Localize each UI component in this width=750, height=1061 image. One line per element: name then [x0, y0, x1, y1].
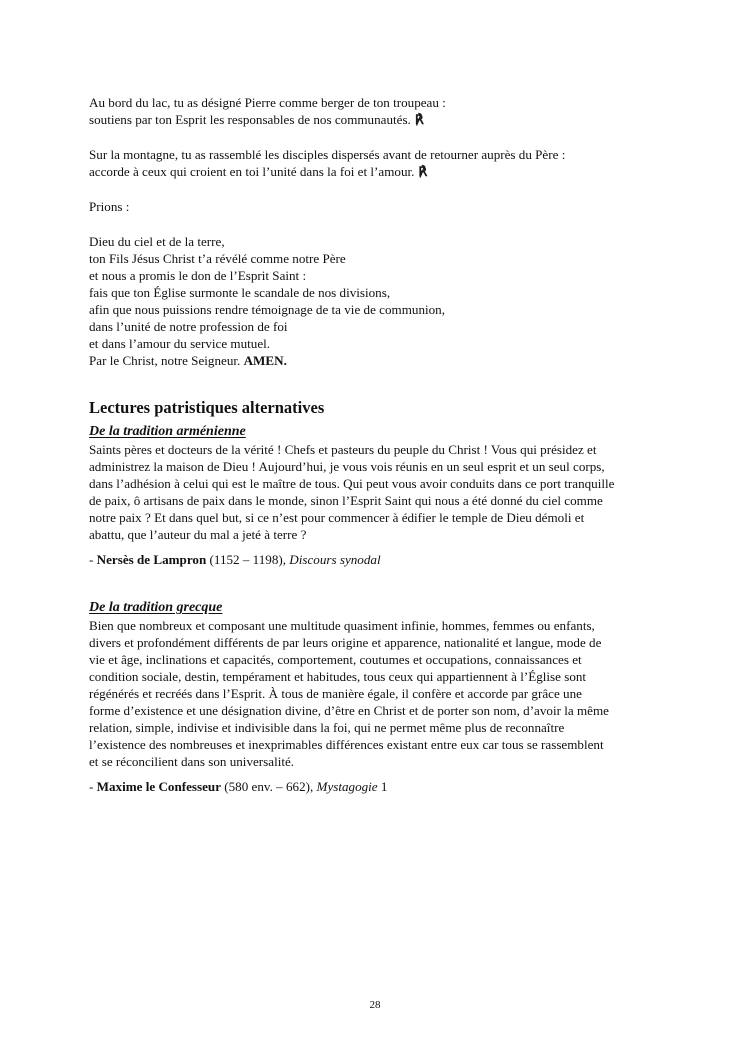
response-symbol: ℟: [418, 164, 428, 179]
closing-prayer: [89, 233, 664, 369]
citation-dates: (580 env. – 662),: [221, 779, 317, 794]
prayer-ending: [89, 352, 664, 369]
page-content: [89, 94, 664, 795]
reading-text: [89, 617, 664, 770]
reading-greek: [89, 598, 664, 795]
intercession-text: soutiens par ton Esprit les responsables de nos communautés.: [89, 112, 411, 127]
citation-author: Nersès de Lampron: [96, 552, 207, 567]
reading-line: forme d’existence et une désignation divine, d’être en Christ et de porter son nom, d’avoir la même: [89, 703, 609, 718]
prions-label: Prions :: [89, 199, 130, 214]
reading-line: administrez la maison de Dieu ! Aujourd’hui, je vous vois réunis en un seul esprit et un seul corps,: [89, 459, 605, 474]
reading-text: [89, 441, 664, 543]
reading-heading: De la tradition grecque: [89, 600, 223, 615]
reading-line: régénérés et recréés dans l’Esprit. À tous de manière égale, il confère et accorde par grâce une: [89, 686, 582, 701]
response-symbol: ℟: [414, 112, 424, 127]
reading-line: condition sociale, destin, tempérament et habitudes, tous ceux qui appartiennent à l’Église sont: [89, 669, 587, 684]
prayer-line: afin que nous puissions rendre témoignage de ta vie de communion,: [89, 302, 445, 317]
reading-line: et se réconcilient dans son universalité.: [89, 754, 295, 769]
reading-line: relation, simple, indivise et indivisible dans la foi, qui ne permet même plus de reconnaître: [89, 720, 565, 735]
amen-text: AMEN.: [243, 353, 287, 368]
prayer-line: ton Fils Jésus Christ t’a révélé comme notre Père: [89, 251, 346, 266]
reading-citation: [89, 551, 664, 568]
citation-author: Maxime le Confesseur: [96, 779, 221, 794]
reading-line: de paix, ô artisans de paix dans le monde, sinon l’Esprit Saint qui nous a été donné du ciel comme: [89, 493, 603, 508]
reading-line: l’existence des nombreuses et inexprimables différences existant entre eux car tous se rassemblent: [89, 737, 604, 752]
citation-dash: -: [89, 779, 97, 794]
citation-dates: (1152 – 1198),: [206, 552, 290, 567]
reading-citation: [89, 778, 664, 795]
reading-armenian: [89, 422, 664, 568]
reading-line: notre paix ? Et dans quel but, si ce n’est pour commencer à édifier le temple de Dieu démoli et: [89, 510, 585, 525]
reading-line: vie et âge, inclinations et capacités, comportement, coutumes et occupations, connaissances et: [89, 652, 582, 667]
intercession-line: Sur la montagne, tu as rassemblé les disciples dispersés avant de retourner auprès du Père :: [89, 147, 566, 162]
reading-line: Bien que nombreux et composant une multitude quasiment infinie, hommes, femmes ou enfants,: [89, 618, 595, 633]
intercession-line: Au bord du lac, tu as désigné Pierre comme berger de ton troupeau :: [89, 95, 446, 110]
prayer-ending-text: Par le Christ, notre Seigneur.: [89, 353, 241, 368]
intercession-line: [89, 163, 664, 180]
intercession-text: accorde à ceux qui croient en toi l’unité dans la foi et l’amour.: [89, 164, 415, 179]
reading-line: abattu, que l’auteur du mal a jeté à terre ?: [89, 527, 307, 542]
prayer-line: dans l’unité de notre profession de foi: [89, 319, 288, 334]
reading-line: dans l’adhésion à celui qui est le maître de tous. Qui peut vous avoir conduits dans ce port tranquille: [89, 476, 615, 491]
section-title: Lectures patristiques alternatives: [89, 398, 325, 417]
intercession-1: [89, 94, 664, 128]
page-number: 28: [369, 999, 381, 1011]
intercession-line: [89, 111, 664, 128]
prayer-line: fais que ton Église surmonte le scandale de nos divisions,: [89, 285, 391, 300]
citation-work: Mystagogie: [316, 779, 378, 794]
prayer-line: et nous a promis le don de l’Esprit Saint :: [89, 268, 307, 283]
citation-dash: -: [89, 552, 97, 567]
reading-heading: De la tradition arménienne: [89, 424, 246, 439]
reading-line: divers et profondément différents de par leurs origine et apparence, nationalité et langue, mode de: [89, 635, 602, 650]
intercession-2: [89, 146, 664, 180]
reading-line: Saints pères et docteurs de la vérité ! Chefs et pasteurs du peuple du Christ ! Vous qui présidez et: [89, 442, 597, 457]
citation-suffix: 1: [377, 779, 388, 794]
prayer-line: et dans l’amour du service mutuel.: [89, 336, 271, 351]
citation-work: Discours synodal: [289, 552, 381, 567]
prayer-line: Dieu du ciel et de la terre,: [89, 234, 225, 249]
